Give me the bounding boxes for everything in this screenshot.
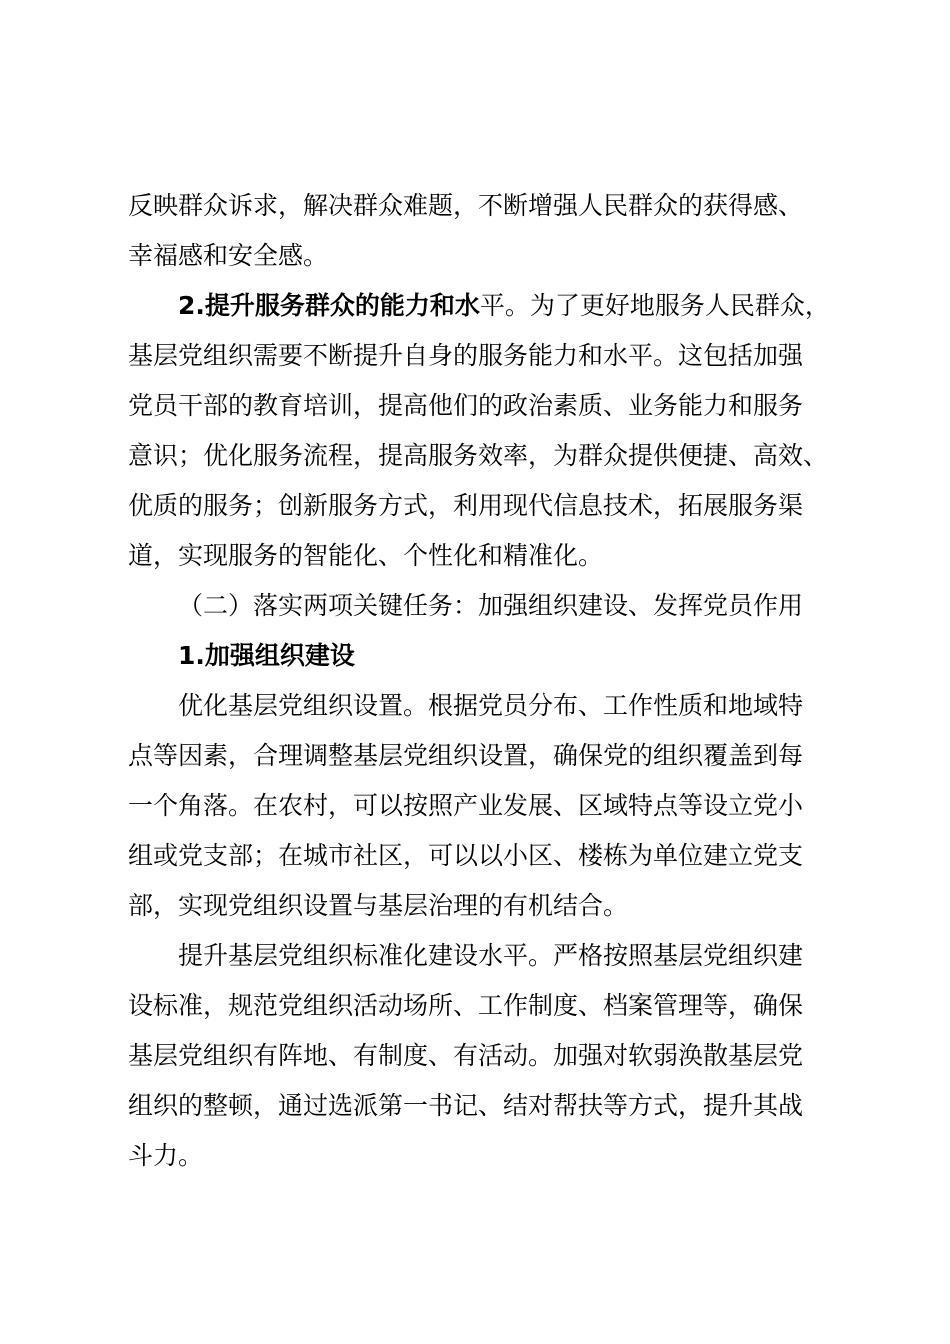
paragraph-line: 反映群众诉求，解决群众难题，不断增强人民群众的获得感、 <box>128 191 804 220</box>
paragraph-line: 提升基层党组织标准化建设水平。严格按照基层党组织建 <box>178 941 804 970</box>
paragraph-line: 基层党组织有阵地、有制度、有活动。加强对软弱涣散基层党 <box>128 1041 804 1070</box>
paragraph-line: 幸福感和安全感。 <box>128 241 329 270</box>
paragraph-line: 党员干部的教育培训，提高他们的政治素质、业务能力和服务 <box>128 391 804 420</box>
paragraph-line: 部，实现党组织设置与基层治理的有机结合。 <box>128 891 629 920</box>
paragraph-line: 意识；优化服务流程，提高服务效率，为群众提供便捷、高效、 <box>128 441 829 470</box>
paragraph-line: 组或党支部；在城市社区，可以以小区、楼栋为单位建立党支 <box>128 841 804 870</box>
paragraph-line: 道，实现服务的智能化、个性化和精准化。 <box>128 541 604 570</box>
paragraph-line: 为了更好地服务人民群众， <box>529 291 830 320</box>
paragraph-line: 设标准，规范党组织活动场所、工作制度、档案管理等，确保 <box>128 991 804 1020</box>
paragraph-line: 点等因素，合理调整基层党组织设置，确保党的组织覆盖到每 <box>128 741 804 770</box>
paragraph-line: 优化基层党组织设置。根据党员分布、工作性质和地域特 <box>178 691 804 720</box>
item-heading: 1.加强组织建设 <box>178 641 355 670</box>
paragraph-line: 一个角落。在农村，可以按照产业发展、区域特点等设立党小 <box>128 791 804 820</box>
section-heading-bold: 2.提升服务群众的能力和水 <box>178 291 480 320</box>
paragraph-line: 优质的服务；创新服务方式，利用现代信息技术，拓展服务渠 <box>128 491 804 520</box>
paragraph-line: 组织的整顿，通过选派第一书记、结对帮扶等方式，提升其战 <box>128 1091 804 1120</box>
subsection-title: （二）落实两项关键任务：加强组织建设、发挥党员作用 <box>178 591 804 620</box>
section-heading-line <box>178 291 830 321</box>
paragraph-line: 斗力。 <box>128 1141 204 1170</box>
section-heading-tail: 平。 <box>479 291 530 320</box>
paragraph-line: 基层党组织需要不断提升自身的服务能力和水平。这包括加强 <box>128 341 804 370</box>
